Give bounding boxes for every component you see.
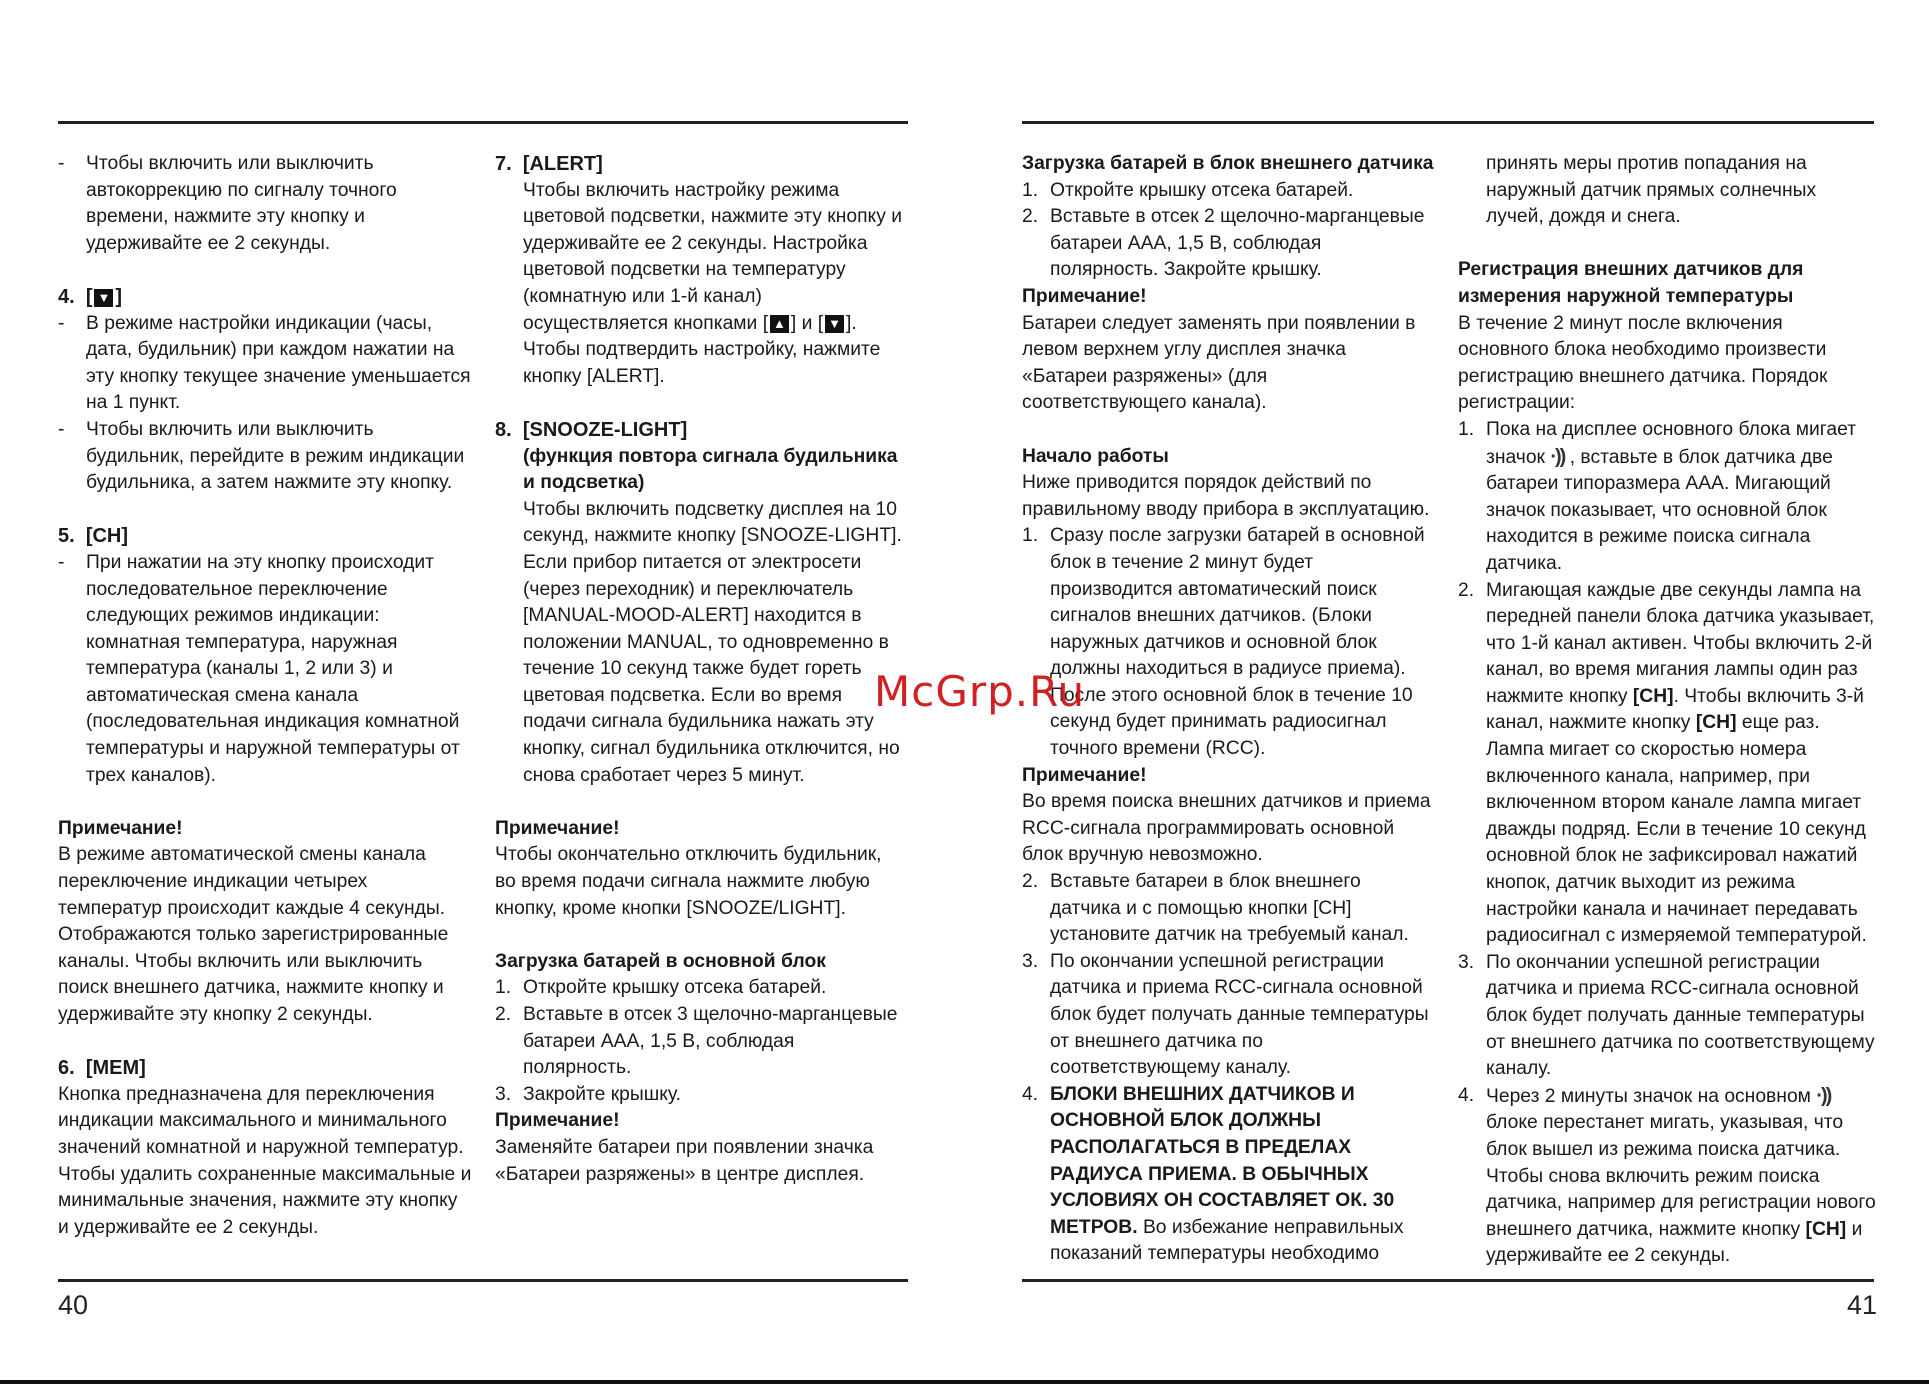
note-text: Батареи следует заменять при появлении в левом верхнем углу дисплея значка «Батареи разряжены» (для соответствующего канала).: [1022, 312, 1416, 414]
registration-heading: Регистрация внешних датчиков для измерения наружной температуры: [1458, 259, 1804, 307]
section-4-heading: 4. [ ▼ ]: [58, 285, 123, 308]
list-item: - Чтобы включить или выключить будильник, перейдите в режим индикации будильника, а затем нажмите эту кнопку.: [58, 418, 465, 494]
column-2: [495, 151, 907, 1188]
list-item: 1. Пока на дисплее основного блока мигает значок ·)) , вставьте в блок датчика две батареи типоразмера AAA. Мигающий значок показывает, что основной блок находится в режиме поиска сигнала датчика.: [1458, 418, 1857, 574]
up-arrow-icon: ▲: [770, 315, 789, 333]
list-item: 2. Вставьте в отсек 2 щелочно-марганцевые батареи AAA, 1,5 В, соблюдая полярность. Закройте крышку.: [1022, 206, 1425, 281]
note-text: Чтобы окончательно отключить будильник, во время подачи сигнала нажмите любую кнопку, кроме кнопки [SNOOZE/LIGHT].: [495, 844, 882, 919]
column-4: [1458, 151, 1876, 1270]
note-text: Заменяйте батареи при появлении значка «Батареи разряжены» в центре дисплея.: [495, 1136, 874, 1185]
list-item: - При нажатии на эту кнопку происходит последовательное переключение следующих режимов индикации: комнатная температура, наружная температура (каналы 1, 2 или 3) и автоматическая смена канала (последовательная индикация комнатной температуры и наружной температуры от трех каналов).: [58, 551, 460, 786]
snooze-text: Чтобы включить подсветку дисплея на 10 секунд, нажмите кнопку [SNOOZE-LIGHT]. Если прибор питается от электросети (через переходник) и переключатель [MANUAL-MOOD-ALERT] находится в положении MANUAL, то одновременно в течение 10 секунд также будет гореть цветовая подсветка. Если во время подачи сигнала будильника нажать эту кнопку, сигнал будильника отключится, но снова сработает через 5 минут.: [523, 498, 902, 786]
bottom-rule-left: [58, 1279, 908, 1282]
list-item: 4. Через 2 минуты значок на основном ·)) блоке перестанет мигать, указывая, что блок вышел из режима поиска датчика. Чтобы снова включить режим поиска датчика, например для регистрации нового внешнего датчика, нажмите кнопку [CH] и удерживайте ее 2 секунды.: [1458, 1084, 1876, 1267]
note-heading: Примечание!: [1022, 285, 1147, 307]
list-item: 1. Сразу после загрузки батарей в основной блок в течение 2 минут будет производится автоматический поиск сигналов внешних датчиков. (Блоки наружных датчиков и основной блок должны находиться в радиусе приема). После этого основной блок в течение 10 секунд будет принимать радиосигнал точного времени (RCC).: [1022, 525, 1425, 760]
autocorrection-text: Чтобы включить или выключить автокоррекцию по сигналу точного времени, нажмите эту кнопку и удерживайте ее 2 секунды.: [86, 153, 397, 254]
list-item: 3. По окончании успешной регистрации датчика и приема RCC-сигнала основной блок будет получать данные температуры от внешнего датчика по соответствующему каналу.: [1458, 951, 1875, 1080]
section-8-subheading: (функция повтора сигнала будильника и подсветка): [523, 445, 898, 494]
list-item: - В режиме настройки индикации (часы, дата, будильник) при каждом нажатии на эту кнопку текущее значение уменьшается на 1 пункт.: [58, 312, 471, 414]
left-page: [0, 0, 964, 1384]
registration-intro: В течение 2 минут после включения основного блока необходимо произвести регистрацию внешнего датчика. Порядок регистрации:: [1458, 312, 1828, 414]
note-heading: Примечание!: [58, 817, 183, 839]
top-rule-left: [58, 121, 908, 124]
list-item: 2. Мигающая каждые две секунды лампа на передней панели блока датчика указывает, что 1-й канал активен. Чтобы включить 2-й канал, во время мигания лампы один раз нажмите кнопку [CH]. Чтобы включить 3-й канал, нажмите кнопку [CH] еще раз. Лампа мигает со скоростью номера включенного канала, например, при включенном втором канале лампа мигает дважды подряд. Если в течение 10 секунд основной блок не зафиксировал нажатий кнопок, датчик выходит из режима настройки канала и начинает передавать радиосигнал с измеряемой температурой.: [1458, 579, 1875, 947]
top-rule-right: [1022, 121, 1874, 124]
signal-icon: ·)): [1550, 445, 1565, 468]
list-item: 3. По окончании успешной регистрации датчика и приема RCC-сигнала основной блок будет получать данные температуры от внешнего датчика по соответствующему каналу.: [1022, 950, 1429, 1079]
note-text: В режиме автоматической смены канала переключение индикации четырех температур происходит каждые 4 секунды. Отображаются только зарегистрированные каналы. Чтобы включить или выключить поиск внешнего датчика, нажмите кнопку и удерживайте эту кнопку 2 секунды.: [58, 844, 449, 1025]
down-arrow-icon: ▼: [825, 315, 844, 333]
list-item: 1. Откройте крышку отсека батарей.: [495, 977, 827, 999]
battery-main-heading: Загрузка батарей в основной блок: [495, 950, 826, 972]
list-item: 1. Откройте крышку отсека батарей.: [1022, 179, 1354, 201]
right-page: [964, 0, 1929, 1384]
start-heading: Начало работы: [1022, 445, 1169, 467]
list-item: [58, 151, 473, 257]
battery-ext-heading: Загрузка батарей в блок внешнего датчика: [1022, 153, 1434, 174]
list-item: 3. Закройте крышку.: [495, 1083, 681, 1105]
watermark-text: McGrp.Ru: [874, 667, 1086, 716]
note-heading: Примечание!: [495, 1110, 620, 1132]
list-item: 2. Вставьте батареи в блок внешнего датчика и с помощью кнопки [CH] установите датчик на требуемый канал.: [1022, 871, 1409, 946]
section-7-heading: 7. [ALERT]: [495, 153, 603, 175]
section-8-heading: 8. [SNOOZE-LIGHT]: [495, 418, 688, 441]
note-text: Во время поиска внешних датчиков и приема RCC-сигнала программировать основной блок вручную невозможно.: [1022, 791, 1431, 866]
page-number-right: 41: [1847, 1290, 1878, 1320]
note-heading: Примечание!: [1022, 764, 1147, 786]
mem-text: Кнопка предназначена для переключения индикации максимального и минимального значений комнатной и наружной температур. Чтобы удалить сохраненные максимальные и минимальные значения, нажмите эту кнопку и удерживайте ее 2 секунды.: [58, 1083, 472, 1238]
down-arrow-icon: ▼: [94, 289, 113, 307]
list-item: 2. Вставьте в отсек 3 щелочно-марганцевые батареи AAA, 1,5 В, соблюдая полярность.: [495, 1004, 898, 1079]
section-6-heading: 6. [MEM]: [58, 1057, 146, 1080]
start-intro: Ниже приводится порядок действий по правильному вводу прибора в эксплуатацию.: [1022, 472, 1430, 520]
bottom-border: [0, 1380, 1929, 1384]
note-heading: Примечание!: [495, 817, 620, 839]
page-number-left: 40: [58, 1290, 89, 1320]
bullet-dash: -: [58, 153, 65, 174]
signal-icon: ·)): [1816, 1084, 1831, 1107]
bottom-rule-right: [1022, 1279, 1874, 1282]
continuation-text: принять меры против попадания на наружный датчик прямых солнечных лучей, дождя и снега.: [1486, 153, 1817, 228]
section-5-heading: 5. [CH]: [58, 525, 129, 548]
column-1: [58, 151, 473, 1241]
list-item: 4. БЛОКИ ВНЕШНИХ ДАТЧИКОВ И ОСНОВНОЙ БЛОК ДОЛЖНЫ РАСПОЛАГАТЬСЯ В ПРЕДЕЛАХ РАДИУСА ПРИЕМА. В ОБЫЧНЫХ УСЛОВИЯХ ОН СОСТАВЛЯЕТ ОК. 30 МЕТРОВ. Во избежание неправильных показаний температуры необходимо: [1022, 1083, 1404, 1265]
alert-text: Чтобы включить настройку режима цветовой подсветки, нажмите эту кнопку и удерживайте ее 2 секунды. Настройка цветовой подсветки на температуру (комнатную или 1-й канал) осуществляется кнопками [ ▲ ] и [ ▼ ]. Чтобы подтвердить настройку, нажмите кнопку [ALERT].: [523, 179, 902, 387]
